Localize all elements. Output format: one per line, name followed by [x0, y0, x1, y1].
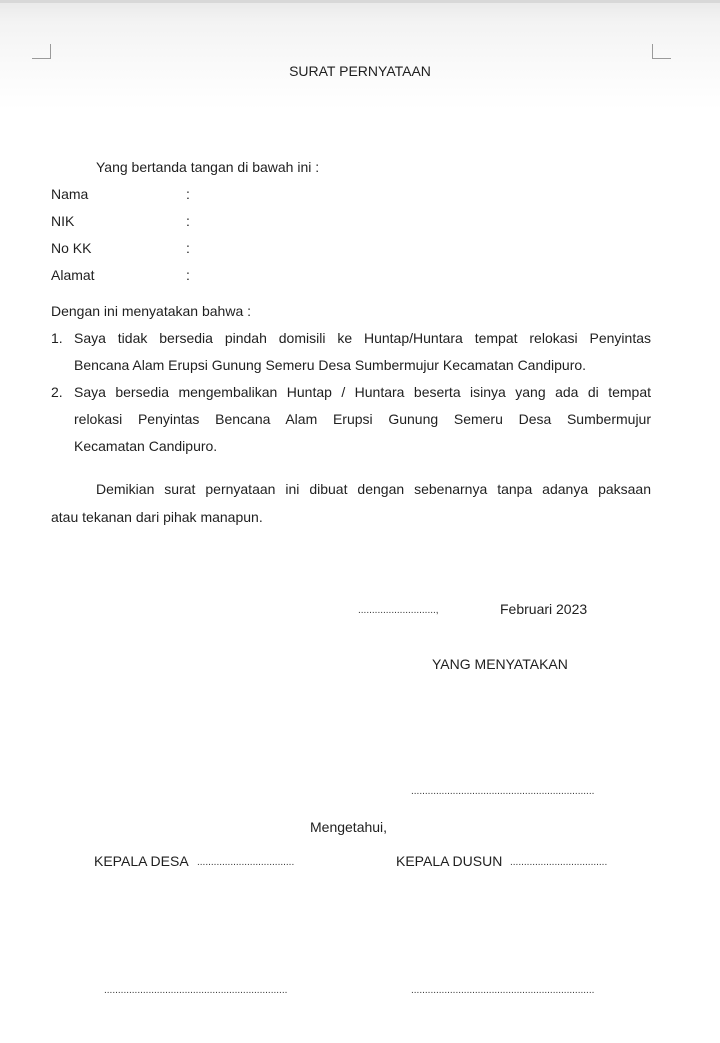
- kepala-dusun-name-blank: ...................................: [510, 857, 608, 868]
- document-title: SURAT PERNYATAAN: [289, 63, 431, 79]
- signer-title: YANG MENYATAKAN: [432, 656, 568, 672]
- kepala-desa-label: KEPALA DESA: [94, 853, 189, 869]
- point-number: 1.: [51, 330, 63, 346]
- point-2-line-2: relokasi Penyintas Bencana Alam Erupsi Gunung Semeru Desa Sumbermujur: [74, 411, 651, 427]
- kepala-desa-signature-blank: ..................................................................: [104, 985, 288, 996]
- point-1-line-1: Saya tidak bersedia pindah domisili ke Huntap/Huntara tempat relokasi Penyintas: [74, 330, 651, 346]
- point-number: 2.: [51, 384, 63, 400]
- opening-line: Yang bertanda tangan di bawah ini :: [96, 159, 320, 175]
- acknowledged-label: Mengetahui,: [310, 819, 388, 835]
- field-label-nama: Nama: [51, 186, 89, 202]
- page-top-shade: [0, 0, 720, 110]
- field-label-alamat: Alamat: [51, 267, 95, 283]
- letter-date: Februari 2023: [500, 601, 588, 617]
- field-separator: :: [186, 267, 190, 283]
- kepala-dusun-signature-blank: ..................................................................: [411, 985, 595, 996]
- signer-signature-blank: ..................................................................: [411, 786, 595, 797]
- margin-corner-left-icon: [32, 44, 51, 59]
- field-separator: :: [186, 213, 190, 229]
- kepala-dusun-label: KEPALA DUSUN: [396, 853, 503, 869]
- kepala-desa-name-blank: ...................................: [197, 857, 295, 868]
- point-2-line-1: Saya bersedia mengembalikan Huntap / Huntara beserta isinya yang ada di tempat: [74, 384, 651, 400]
- field-separator: :: [186, 240, 190, 256]
- field-separator: :: [186, 186, 190, 202]
- field-label-nik: NIK: [51, 213, 75, 229]
- point-1-line-2: Bencana Alam Erupsi Gunung Semeru Desa Sumbermujur Kecamatan Candipuro.: [74, 357, 587, 373]
- field-label-no-kk: No KK: [51, 240, 92, 256]
- place-blank: ............................,: [358, 605, 439, 616]
- statement-intro: Dengan ini menyatakan bahwa :: [51, 303, 252, 319]
- point-2-line-3: Kecamatan Candipuro.: [74, 438, 218, 454]
- closing-line-2: atau tekanan dari pihak manapun.: [51, 509, 263, 525]
- margin-corner-right-icon: [652, 44, 671, 59]
- page-top-edge: [0, 0, 720, 3]
- closing-line-1: Demikian surat pernyataan ini dibuat dengan sebenarnya tanpa adanya paksaan: [96, 481, 651, 497]
